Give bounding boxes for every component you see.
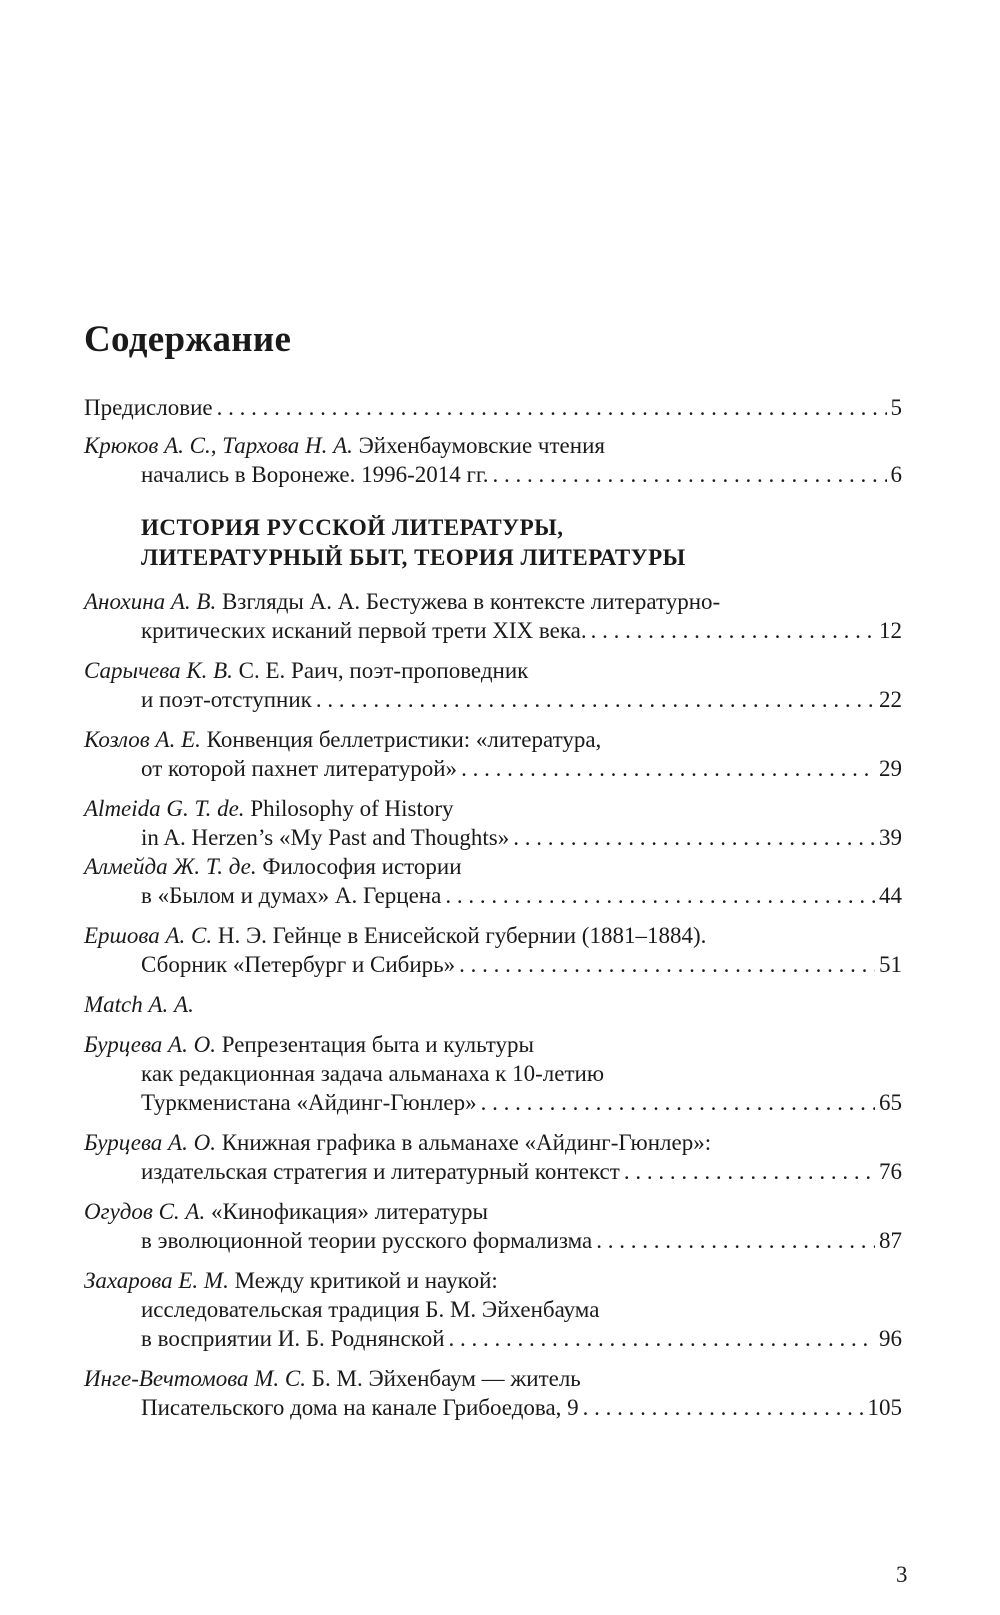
toc-entry[interactable] — [84, 921, 902, 979]
entry-author: Анохина А. В. — [84, 589, 217, 614]
entry-title: Н. Э. Гейнце в Енисейской губернии (1881–1884). — [217, 923, 707, 948]
entry-title: Конвенция беллетристики: «литература, — [206, 727, 602, 752]
entry-title: Взгляды А. А. Бестужева в контексте литературно- — [221, 589, 721, 614]
dot-leader — [493, 460, 887, 489]
entry-page: 105 — [867, 1395, 902, 1420]
toc-entry[interactable] — [84, 1364, 902, 1422]
entry-title: Предисловие — [84, 395, 213, 420]
page-number: 3 — [896, 1562, 908, 1587]
entry-page: 39 — [879, 825, 902, 850]
toc-entry[interactable] — [84, 1030, 902, 1117]
entry-title-cont: Сборник «Петербург и Сибирь» — [141, 952, 456, 977]
entry-author: Сарычева К. В. — [84, 658, 233, 683]
toc-entry[interactable] — [84, 656, 902, 714]
entry-page: 76 — [879, 1159, 902, 1184]
table-of-contents — [84, 393, 902, 1422]
entry-page: 5 — [890, 395, 902, 420]
entry-title-cont: критических исканий первой трети XIX века. — [141, 618, 587, 643]
dot-leader — [449, 1324, 875, 1353]
entry-title-cont: и поэт-отступник — [141, 687, 312, 712]
dot-leader — [596, 1226, 875, 1255]
entry-title-cont: начались в Воронеже. 1996-2014 гг. — [141, 462, 489, 487]
entry-title: Между критикой и наукой: — [234, 1268, 498, 1293]
dot-leader — [591, 616, 875, 645]
entry-page: 65 — [879, 1090, 902, 1115]
entry-author: Крюков А. С., Тархова Н. А. — [84, 433, 353, 458]
dot-leader — [459, 950, 875, 979]
entry-title: Эйхенбаумовские чтения — [358, 433, 605, 458]
toc-entry[interactable] — [84, 587, 902, 645]
entry-author: Огудов С. А. — [84, 1199, 206, 1224]
section-heading-line: ЛИТЕРАТУРНЫЙ БЫТ, ТЕОРИЯ ЛИТЕРАТУРЫ — [141, 545, 686, 570]
entry-title-cont: в эволюционной теории русского формализма — [141, 1228, 593, 1253]
section-heading — [84, 513, 902, 573]
entry-page: 87 — [879, 1228, 902, 1253]
toc-entry[interactable] — [84, 431, 902, 489]
dot-leader — [513, 823, 875, 852]
dot-leader — [481, 1088, 875, 1117]
entry-author: Захарова Е. М. — [84, 1268, 229, 1293]
entry-title-cont: исследовательская традиция Б. М. Эйхенбаума — [141, 1297, 600, 1322]
entry-title: Б. М. Эйхенбаум — житель — [311, 1366, 581, 1391]
toc-entry[interactable] — [84, 794, 902, 852]
entry-author: Козлов А. Е. — [84, 727, 201, 752]
dot-leader — [316, 685, 875, 714]
entry-author: Инге-Вечтомова М. С. — [84, 1366, 307, 1391]
entry-page: 51 — [879, 952, 902, 977]
toc-entry[interactable] — [84, 852, 902, 910]
toc-entry-preface[interactable] — [84, 393, 902, 422]
entry-page: 44 — [879, 883, 902, 908]
entry-title-cont: издательская стратегия и литературный контекст — [141, 1159, 620, 1184]
dot-leader — [217, 393, 887, 422]
entry-title-cont: Писательского дома на канале Грибоедова, 9 — [141, 1395, 579, 1420]
entry-author: Match А. А. — [84, 992, 194, 1017]
entry-author: Алмейда Ж. Т. де. — [84, 854, 257, 879]
dot-leader — [624, 1157, 875, 1186]
entry-author: Ершова А. С. — [84, 923, 213, 948]
toc-entry[interactable] — [84, 1128, 902, 1186]
entry-page: 96 — [879, 1326, 902, 1351]
dot-leader — [583, 1393, 864, 1422]
entry-author: Almeida G. T. de. — [84, 796, 245, 821]
entry-title: Философия истории — [262, 854, 462, 879]
entry-title: Philosophy of History — [250, 796, 454, 821]
entry-title-cont: как редакционная задача альманаха к 10-летию — [141, 1061, 604, 1086]
entry-page: 12 — [879, 618, 902, 643]
entry-title-cont: от которой пахнет литературой» — [141, 756, 458, 781]
section-heading-line: ИСТОРИЯ РУССКОЙ ЛИТЕРАТУРЫ, — [141, 515, 564, 540]
entry-page: 6 — [890, 462, 902, 487]
toc-entry[interactable] — [84, 1197, 902, 1255]
entry-title-cont: Туркменистана «Айдинг-Гюнлер» — [141, 1090, 477, 1115]
entry-title-cont: in A. Herzen’s «My Past and Thoughts» — [141, 825, 510, 850]
toc-entry[interactable] — [84, 1266, 902, 1353]
entry-title: С. Е. Раич, поэт-проповедник — [238, 658, 529, 683]
page-title: Содержание — [84, 319, 292, 360]
toc-entry[interactable] — [84, 725, 902, 783]
entry-page: 29 — [879, 756, 902, 781]
toc-entry[interactable] — [84, 990, 902, 1019]
dot-leader — [461, 754, 875, 783]
entry-title-cont: в восприятии И. Б. Роднянской — [141, 1326, 445, 1351]
entry-title-cont: в «Былом и думах» А. Герцена — [141, 883, 442, 908]
entry-author: Бурцева А. О. — [84, 1130, 216, 1155]
entry-title: Репрезентация быта и культуры — [221, 1032, 534, 1057]
entry-page: 22 — [879, 687, 902, 712]
entry-title: «Кинофикация» литературы — [210, 1199, 488, 1224]
dot-leader — [445, 881, 875, 910]
entry-author: Бурцева А. О. — [84, 1032, 216, 1057]
entry-title: Книжная графика в альманахе «Айдинг-Гюнлер»: — [221, 1130, 712, 1155]
